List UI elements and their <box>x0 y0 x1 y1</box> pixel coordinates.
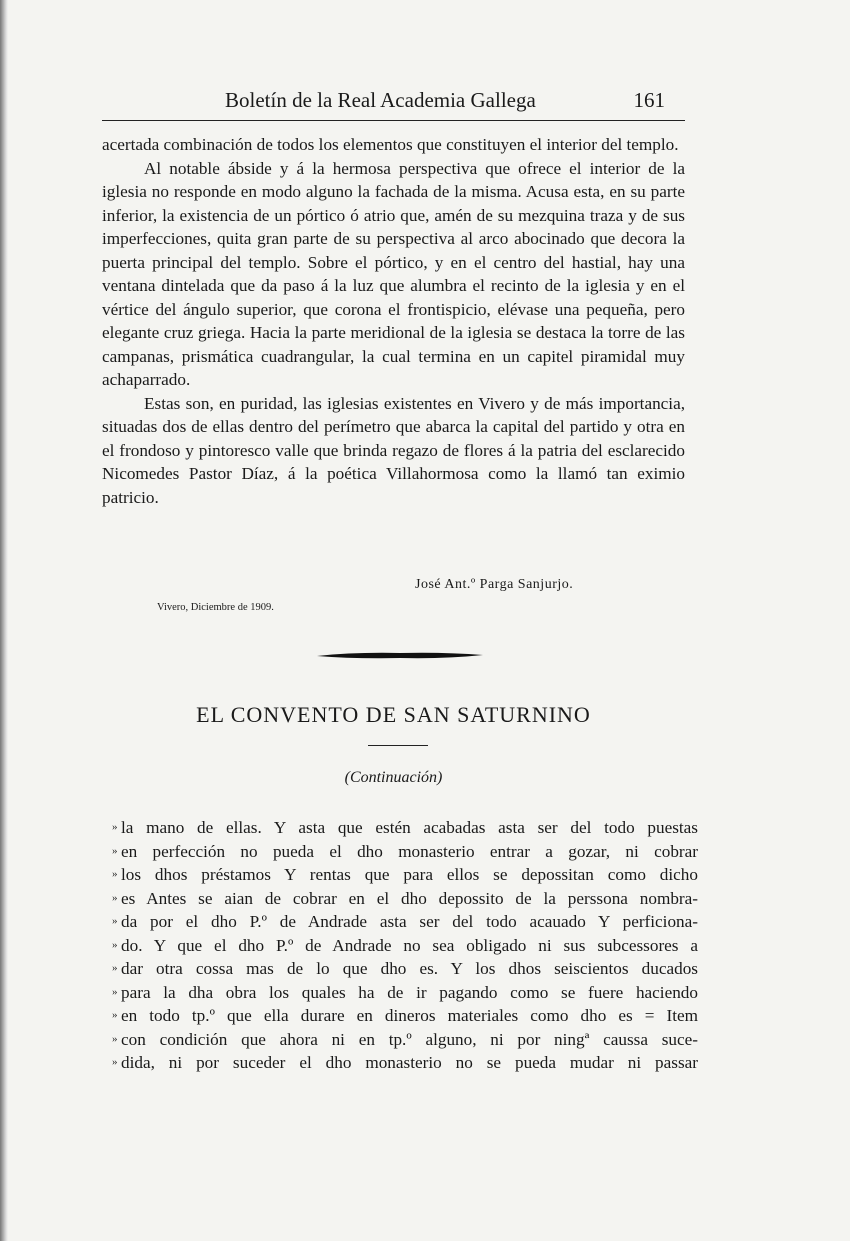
page-number: 161 <box>633 88 665 112</box>
section-ornament <box>315 650 485 662</box>
quote-line: » con condición que ahora ni en tp.º alguno, ni por ningª caussa suce- <box>112 1029 698 1049</box>
author-signature: José Ant.º Parga Sanjurjo. <box>415 577 574 592</box>
quote-line: » dar otra cossa mas de lo que dho es. Y los dhos seiscientos ducados <box>112 959 698 978</box>
paragraph: Estas son, en puridad, las iglesias existentes en Vivero y de más importancia, situadas dos de ellas dentro del perímetro que abarca la capital del partido y otra en el frondoso y pintoresco valle que brinda regazo de flores á la patria del esclarecido Nicomedes Pastor Díaz, á la poética Villahormosa como la llamó tan eximio patricio. <box>102 393 685 507</box>
quote-line: » do. Y que el dho P.º de Andrade no sea obligado ni sus subcessores a <box>112 935 698 955</box>
paragraph: Al notable ábside y á la hermosa perspectiva que ofrece el interior de la iglesia no responde en modo alguno la fachada de la misma. Acusa esta, en su parte inferior, la existencia de un pórtico ó atrio que, amén de su mezquina traza y de sus imperfecciones, quita gran parte de su perspectiva al arco abocinado que decora la puerta principal del templo. Sobre el pórtico, y en el centro del hastial, hay una ventana dintelada que da paso á la luz que alumbra el recinto de la iglesia y en el vértice del ángulo superior, que corona el frontispicio, elévase una pequeña, pero elegante cruz griega. Hacia la parte meridional de la iglesia se destaca la torre de las campanas, prismática cuadrangular, la cual termina en un capitel piramidal muy achaparrado. <box>102 158 685 389</box>
journal-title: Boletín de la Real Academia Gallega <box>225 88 536 112</box>
body-text <box>102 133 685 509</box>
quote-line: » en todo tp.º que ella durare en dineros materiales como dho es = Item <box>112 1006 698 1025</box>
title-rule <box>368 745 428 746</box>
quote-line: » los dhos préstamos Y rentas que para ellos se depossitan como dicho <box>112 865 698 884</box>
quote-line: » la mano de ellas. Y asta que estén acabadas asta ser del todo puestas <box>112 818 698 837</box>
header-rule <box>102 120 685 121</box>
paragraph: acertada combinación de todos los elementos que constituyen el interior del templo. <box>102 135 679 154</box>
quote-line: » es Antes se aian de cobrar en el dho depossito de la perssona nombra- <box>112 888 698 908</box>
article-title: EL CONVENTO DE SAN SATURNINO <box>196 702 591 727</box>
quote-line: » para la dha obra los quales ha de ir pagando como se fuere haciendo <box>112 982 698 1002</box>
quote-line: » dida, ni por suceder el dho monasterio no se pueda mudar ni passar <box>112 1053 698 1072</box>
book-spine-shadow <box>0 0 8 1241</box>
place-date: Vivero, Diciembre de 1909. <box>157 602 274 613</box>
quote-line: » en perfección no pueda el dho monasterio entrar a gozar, ni cobrar <box>112 841 698 861</box>
article-subtitle: (Continuación) <box>344 769 443 786</box>
quote-line: » da por el dho P.º de Andrade asta ser del todo acauado Y perficiona- <box>112 912 698 931</box>
quoted-document <box>112 816 698 1075</box>
